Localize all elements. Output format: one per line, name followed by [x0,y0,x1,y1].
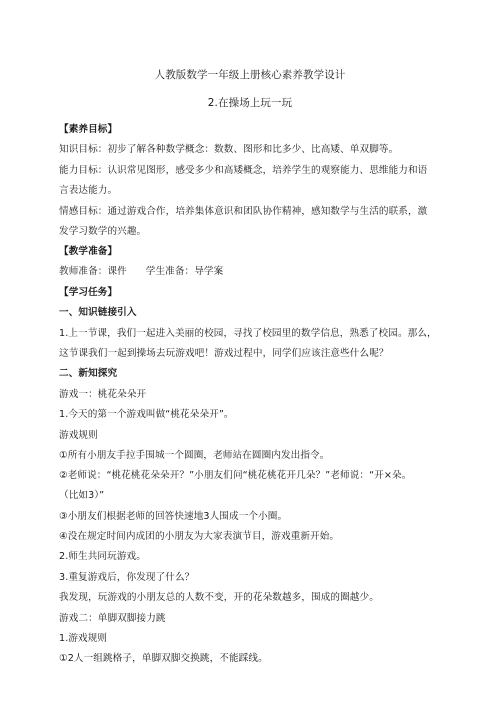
document-title: 人教版数学一年级上册核心素养教学设计 [154,69,346,81]
goals-heading: 【素养目标】 [59,124,118,135]
game1-line: 游戏规则 [59,430,98,441]
goal-line: 言表达能力。 [59,185,118,196]
game1-line: （比如3）” [59,490,105,501]
part1-line: 1.上一节课，我们一起进入美丽的校园，寻找了校园里的数学信息，熟悉了校园。那么， [59,328,437,339]
game1-line: 我发现，玩游戏的小朋友总的人数不变，开的花朵数越多，围成的圈越少。 [59,592,379,603]
game1-title: 游戏一：桃花朵朵开 [59,389,147,400]
game2-line: 1.游戏规则 [59,633,108,644]
part1-heading: 一、知识链接引入 [59,307,137,318]
prep-heading: 【教学准备】 [59,246,118,257]
game1-line: 3.重复游戏后，你发现了什么？ [59,572,195,583]
goal-line: 发学习数学的兴趣。 [59,226,147,237]
part1-line: 这节课我们一起到操场去玩游戏吧！游戏过程中，同学们应该注意些什么呢？ [59,348,389,359]
goal-line: 能力目标：认识常见图形，感受多少和高矮概念，培养学生的观察能力、思维能力和语 [59,165,428,176]
game1-line: ④没在规定时间内成团的小朋友为大家表演节目，游戏重新开始。 [59,531,340,542]
goal-line: 情感目标：通过游戏合作，培养集体意识和团队协作精神，感知数学与生活的联系，激 [59,206,428,217]
tasks-heading: 【学习任务】 [59,287,118,298]
game1-line: ③小朋友们根据老师的回答快速地3人围成一个小圈。 [59,511,288,522]
game1-line: 2.师生共同玩游戏。 [59,551,146,562]
goal-line: 知识目标：初步了解各种数学概念：数数、图形和比多少、比高矮、单双脚等。 [59,144,399,155]
prep-line: 教师准备：课件 学生准备：导学案 [59,266,224,277]
part2-heading: 二、新知探究 [59,368,118,379]
game2-title: 游戏二：单脚双脚接力跳 [59,613,166,624]
game2-line: ①2人一组跳格子，单脚双脚交换跳，不能踩线。 [59,653,268,664]
game1-line: 1.今天的第一个游戏叫做“桃花朵朵开”。 [59,409,234,420]
game1-line: ②老师说：“桃花桃花朵朵开？”小朋友们问“桃花桃花开几朵？”老师说：“开×朵。 [59,470,412,481]
lesson-subtitle: 2.在操场上玩一玩 [207,97,293,109]
game1-line: ①所有小朋友手拉手围城一个圆圈，老师站在圆圈内发出指令。 [59,450,330,461]
